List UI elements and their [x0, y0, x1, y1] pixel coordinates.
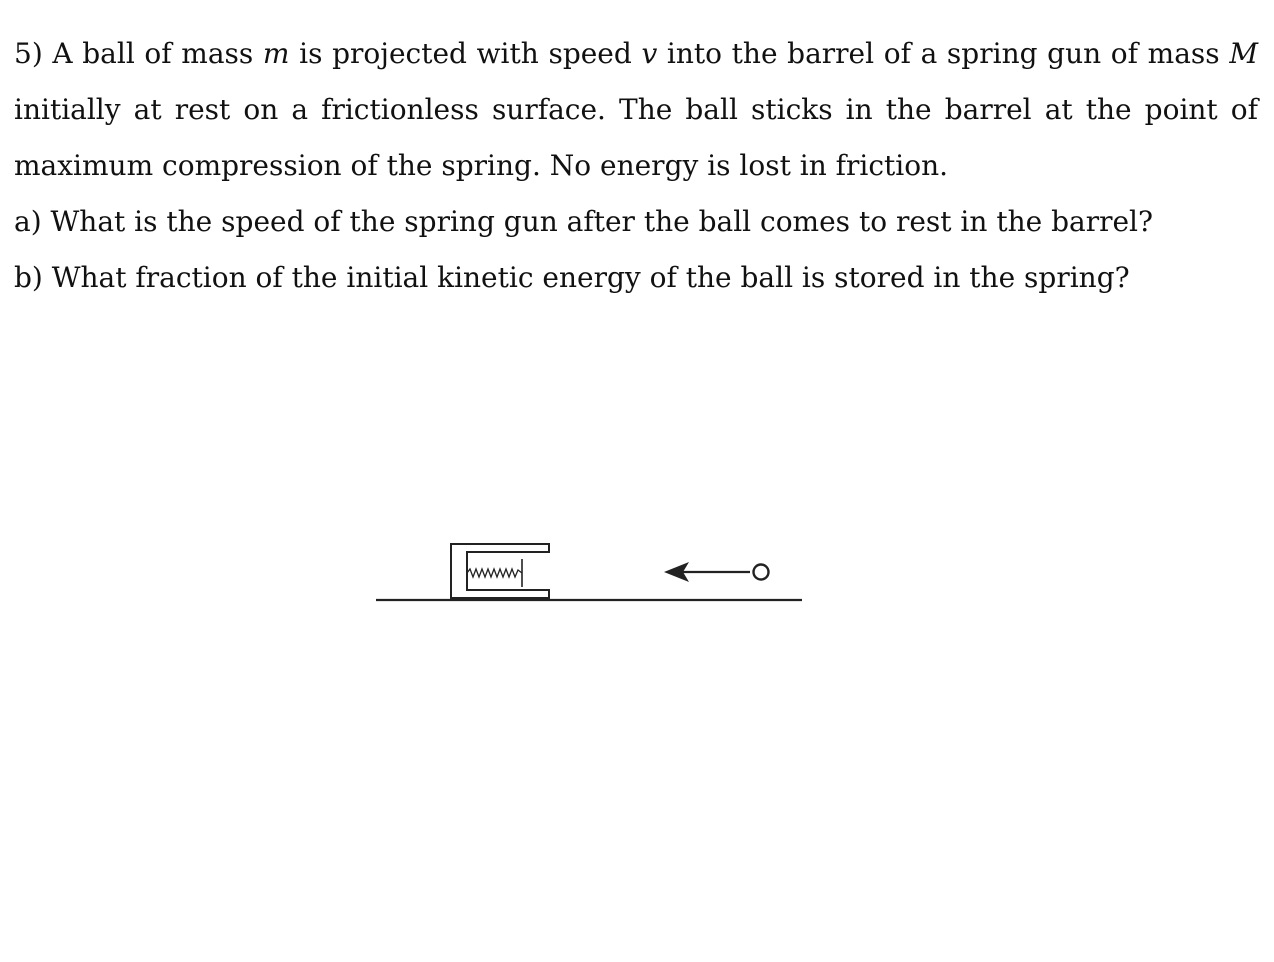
intro-text-3: into the barrel of a spring gun of mass	[657, 37, 1230, 70]
part-a-question: a) What is the speed of the spring gun after the ball comes to rest in the barrel?	[14, 205, 1154, 238]
mass-ball-symbol: m	[262, 37, 290, 70]
speed-symbol: v	[641, 37, 658, 70]
intro-text-4: initially at rest on a frictionless surface. The ball sticks in the barrel at the point of maximum compression of the spring. No energy is lost in friction.	[14, 93, 1258, 182]
spring-gun-icon	[451, 544, 549, 598]
figure-svg	[370, 535, 810, 610]
ball-icon	[754, 565, 769, 580]
part-b-question: b) What fraction of the initial kinetic energy of the ball is stored in the spring?	[14, 261, 1130, 294]
problem-intro	[14, 26, 1258, 194]
spring-icon	[467, 559, 522, 587]
intro-text-2: is projected with speed	[289, 37, 642, 70]
problem-statement	[14, 26, 1258, 306]
spring-gun-figure	[370, 535, 810, 610]
mass-gun-symbol: M	[1229, 37, 1258, 70]
intro-text-1: 5) A ball of mass	[14, 37, 263, 70]
velocity-arrow-icon	[664, 562, 750, 582]
